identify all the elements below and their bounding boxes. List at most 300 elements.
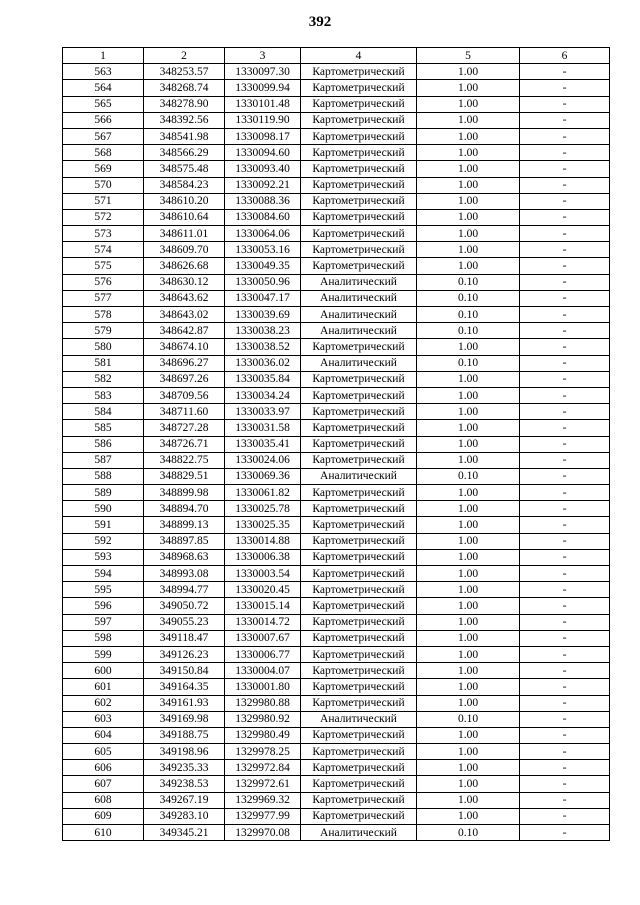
point-number-cell: 595 <box>63 582 144 598</box>
note-cell: - <box>520 727 610 743</box>
method-cell: Картометрический <box>301 566 417 582</box>
x-coordinate-cell: 348899.13 <box>144 517 225 533</box>
table-row <box>63 80 610 96</box>
note-cell: - <box>520 646 610 662</box>
table-row <box>63 339 610 355</box>
table-row <box>63 517 610 533</box>
x-coordinate-cell: 348392.56 <box>144 112 225 128</box>
method-cell: Картометрический <box>301 371 417 387</box>
point-number-cell: 575 <box>63 258 144 274</box>
method-cell: Картометрический <box>301 209 417 225</box>
accuracy-cell: 1.00 <box>417 663 520 679</box>
point-number-cell: 567 <box>63 128 144 144</box>
accuracy-cell: 1.00 <box>417 339 520 355</box>
y-coordinate-cell: 1330034.24 <box>225 387 301 403</box>
accuracy-cell: 1.00 <box>417 96 520 112</box>
x-coordinate-cell: 349188.75 <box>144 727 225 743</box>
x-coordinate-cell: 348609.70 <box>144 242 225 258</box>
method-cell: Картометрический <box>301 420 417 436</box>
note-cell: - <box>520 533 610 549</box>
accuracy-cell: 1.00 <box>417 566 520 582</box>
x-coordinate-cell: 348897.85 <box>144 533 225 549</box>
method-cell: Картометрический <box>301 630 417 646</box>
method-cell: Картометрический <box>301 128 417 144</box>
x-coordinate-cell: 348994.77 <box>144 582 225 598</box>
note-cell: - <box>520 145 610 161</box>
method-cell: Картометрический <box>301 776 417 792</box>
y-coordinate-cell: 1330061.82 <box>225 485 301 501</box>
y-coordinate-cell: 1330092.21 <box>225 177 301 193</box>
point-number-cell: 594 <box>63 566 144 582</box>
note-cell: - <box>520 177 610 193</box>
note-cell: - <box>520 808 610 824</box>
point-number-cell: 572 <box>63 209 144 225</box>
y-coordinate-cell: 1330024.06 <box>225 452 301 468</box>
point-number-cell: 609 <box>63 808 144 824</box>
point-number-cell: 603 <box>63 711 144 727</box>
y-coordinate-cell: 1330035.84 <box>225 371 301 387</box>
x-coordinate-cell: 348630.12 <box>144 274 225 290</box>
point-number-cell: 602 <box>63 695 144 711</box>
y-coordinate-cell: 1330069.36 <box>225 468 301 484</box>
method-cell: Картометрический <box>301 387 417 403</box>
note-cell: - <box>520 64 610 80</box>
note-cell: - <box>520 825 610 841</box>
accuracy-cell: 1.00 <box>417 64 520 80</box>
table-row <box>63 744 610 760</box>
x-coordinate-cell: 349126.23 <box>144 646 225 662</box>
note-cell: - <box>520 161 610 177</box>
note-cell: - <box>520 242 610 258</box>
y-coordinate-cell: 1330001.80 <box>225 679 301 695</box>
table-row <box>63 226 610 242</box>
note-cell: - <box>520 776 610 792</box>
x-coordinate-cell: 349164.35 <box>144 679 225 695</box>
point-number-cell: 577 <box>63 290 144 306</box>
accuracy-cell: 1.00 <box>417 371 520 387</box>
accuracy-cell: 1.00 <box>417 485 520 501</box>
table-row <box>63 614 610 630</box>
table-row <box>63 776 610 792</box>
point-number-cell: 578 <box>63 307 144 323</box>
point-number-cell: 597 <box>63 614 144 630</box>
y-coordinate-cell: 1329980.92 <box>225 711 301 727</box>
accuracy-cell: 0.10 <box>417 323 520 339</box>
table-row <box>63 711 610 727</box>
point-number-cell: 569 <box>63 161 144 177</box>
point-number-cell: 593 <box>63 549 144 565</box>
point-number-cell: 568 <box>63 145 144 161</box>
point-number-cell: 592 <box>63 533 144 549</box>
method-cell: Картометрический <box>301 258 417 274</box>
table-row <box>63 679 610 695</box>
note-cell: - <box>520 404 610 420</box>
note-cell: - <box>520 744 610 760</box>
method-cell: Картометрический <box>301 452 417 468</box>
table-row <box>63 323 610 339</box>
y-coordinate-cell: 1330006.38 <box>225 549 301 565</box>
method-cell: Картометрический <box>301 744 417 760</box>
x-coordinate-cell: 348709.56 <box>144 387 225 403</box>
accuracy-cell: 1.00 <box>417 242 520 258</box>
x-coordinate-cell: 348642.87 <box>144 323 225 339</box>
accuracy-cell: 1.00 <box>417 193 520 209</box>
accuracy-cell: 1.00 <box>417 258 520 274</box>
method-cell: Картометрический <box>301 792 417 808</box>
x-coordinate-cell: 348727.28 <box>144 420 225 436</box>
note-cell: - <box>520 436 610 452</box>
accuracy-cell: 1.00 <box>417 517 520 533</box>
table-row <box>63 646 610 662</box>
accuracy-cell: 1.00 <box>417 744 520 760</box>
table-row <box>63 501 610 517</box>
method-cell: Картометрический <box>301 598 417 614</box>
x-coordinate-cell: 348822.75 <box>144 452 225 468</box>
table-row <box>63 258 610 274</box>
y-coordinate-cell: 1330039.69 <box>225 307 301 323</box>
y-coordinate-cell: 1330088.36 <box>225 193 301 209</box>
table-row <box>63 177 610 193</box>
note-cell: - <box>520 501 610 517</box>
point-number-cell: 599 <box>63 646 144 662</box>
table-row <box>63 533 610 549</box>
table-body <box>63 64 610 841</box>
y-coordinate-cell: 1330003.54 <box>225 566 301 582</box>
x-coordinate-cell: 348575.48 <box>144 161 225 177</box>
y-coordinate-cell: 1329980.88 <box>225 695 301 711</box>
x-coordinate-cell: 349345.21 <box>144 825 225 841</box>
method-cell: Аналитический <box>301 290 417 306</box>
accuracy-cell: 1.00 <box>417 226 520 242</box>
point-number-cell: 596 <box>63 598 144 614</box>
point-number-cell: 563 <box>63 64 144 80</box>
point-number-cell: 565 <box>63 96 144 112</box>
y-coordinate-cell: 1330049.35 <box>225 258 301 274</box>
method-cell: Картометрический <box>301 549 417 565</box>
table-row <box>63 760 610 776</box>
column-header: 3 <box>225 48 301 64</box>
method-cell: Картометрический <box>301 679 417 695</box>
y-coordinate-cell: 1329980.49 <box>225 727 301 743</box>
x-coordinate-cell: 348253.57 <box>144 64 225 80</box>
note-cell: - <box>520 566 610 582</box>
y-coordinate-cell: 1330093.40 <box>225 161 301 177</box>
note-cell: - <box>520 663 610 679</box>
method-cell: Картометрический <box>301 193 417 209</box>
accuracy-cell: 0.10 <box>417 825 520 841</box>
accuracy-cell: 1.00 <box>417 145 520 161</box>
note-cell: - <box>520 371 610 387</box>
note-cell: - <box>520 549 610 565</box>
point-number-cell: 576 <box>63 274 144 290</box>
note-cell: - <box>520 290 610 306</box>
table-header-row <box>63 48 610 64</box>
point-number-cell: 564 <box>63 80 144 96</box>
method-cell: Картометрический <box>301 404 417 420</box>
accuracy-cell: 1.00 <box>417 112 520 128</box>
method-cell: Аналитический <box>301 468 417 484</box>
x-coordinate-cell: 348697.26 <box>144 371 225 387</box>
y-coordinate-cell: 1329969.32 <box>225 792 301 808</box>
y-coordinate-cell: 1329977.99 <box>225 808 301 824</box>
point-number-cell: 582 <box>63 371 144 387</box>
note-cell: - <box>520 274 610 290</box>
note-cell: - <box>520 323 610 339</box>
accuracy-cell: 1.00 <box>417 387 520 403</box>
table-row <box>63 582 610 598</box>
method-cell: Картометрический <box>301 582 417 598</box>
table-row <box>63 161 610 177</box>
x-coordinate-cell: 348566.29 <box>144 145 225 161</box>
method-cell: Аналитический <box>301 711 417 727</box>
x-coordinate-cell: 349150.84 <box>144 663 225 679</box>
column-header: 6 <box>520 48 610 64</box>
method-cell: Картометрический <box>301 161 417 177</box>
point-number-cell: 610 <box>63 825 144 841</box>
table-row <box>63 420 610 436</box>
point-number-cell: 605 <box>63 744 144 760</box>
accuracy-cell: 1.00 <box>417 760 520 776</box>
table-row <box>63 112 610 128</box>
note-cell: - <box>520 226 610 242</box>
note-cell: - <box>520 468 610 484</box>
table-row <box>63 452 610 468</box>
accuracy-cell: 1.00 <box>417 695 520 711</box>
method-cell: Картометрический <box>301 614 417 630</box>
y-coordinate-cell: 1330025.78 <box>225 501 301 517</box>
method-cell: Картометрический <box>301 695 417 711</box>
column-header: 4 <box>301 48 417 64</box>
note-cell: - <box>520 711 610 727</box>
note-cell: - <box>520 112 610 128</box>
accuracy-cell: 1.00 <box>417 792 520 808</box>
method-cell: Картометрический <box>301 646 417 662</box>
column-header: 1 <box>63 48 144 64</box>
point-number-cell: 586 <box>63 436 144 452</box>
accuracy-cell: 0.10 <box>417 468 520 484</box>
x-coordinate-cell: 348643.02 <box>144 307 225 323</box>
point-number-cell: 598 <box>63 630 144 646</box>
method-cell: Аналитический <box>301 274 417 290</box>
point-number-cell: 574 <box>63 242 144 258</box>
method-cell: Картометрический <box>301 517 417 533</box>
point-number-cell: 606 <box>63 760 144 776</box>
note-cell: - <box>520 80 610 96</box>
method-cell: Картометрический <box>301 339 417 355</box>
method-cell: Картометрический <box>301 501 417 517</box>
note-cell: - <box>520 695 610 711</box>
y-coordinate-cell: 1330097.30 <box>225 64 301 80</box>
accuracy-cell: 1.00 <box>417 501 520 517</box>
table-row <box>63 193 610 209</box>
x-coordinate-cell: 348584.23 <box>144 177 225 193</box>
y-coordinate-cell: 1330031.58 <box>225 420 301 436</box>
accuracy-cell: 1.00 <box>417 727 520 743</box>
x-coordinate-cell: 348278.90 <box>144 96 225 112</box>
point-number-cell: 607 <box>63 776 144 792</box>
note-cell: - <box>520 193 610 209</box>
y-coordinate-cell: 1330038.52 <box>225 339 301 355</box>
method-cell: Аналитический <box>301 323 417 339</box>
table-row <box>63 825 610 841</box>
accuracy-cell: 1.00 <box>417 177 520 193</box>
note-cell: - <box>520 792 610 808</box>
method-cell: Картометрический <box>301 112 417 128</box>
note-cell: - <box>520 209 610 225</box>
accuracy-cell: 1.00 <box>417 598 520 614</box>
table-row <box>63 468 610 484</box>
x-coordinate-cell: 348643.62 <box>144 290 225 306</box>
method-cell: Аналитический <box>301 825 417 841</box>
y-coordinate-cell: 1330101.48 <box>225 96 301 112</box>
x-coordinate-cell: 348711.60 <box>144 404 225 420</box>
note-cell: - <box>520 614 610 630</box>
table-row <box>63 307 610 323</box>
table-row <box>63 209 610 225</box>
table-row <box>63 598 610 614</box>
method-cell: Картометрический <box>301 177 417 193</box>
x-coordinate-cell: 348829.51 <box>144 468 225 484</box>
point-number-cell: 601 <box>63 679 144 695</box>
x-coordinate-cell: 349118.47 <box>144 630 225 646</box>
method-cell: Картометрический <box>301 96 417 112</box>
table-row <box>63 436 610 452</box>
table-row <box>63 64 610 80</box>
note-cell: - <box>520 760 610 776</box>
x-coordinate-cell: 349198.96 <box>144 744 225 760</box>
y-coordinate-cell: 1329978.25 <box>225 744 301 760</box>
y-coordinate-cell: 1330033.97 <box>225 404 301 420</box>
note-cell: - <box>520 387 610 403</box>
y-coordinate-cell: 1330119.90 <box>225 112 301 128</box>
method-cell: Картометрический <box>301 242 417 258</box>
y-coordinate-cell: 1330050.96 <box>225 274 301 290</box>
method-cell: Картометрический <box>301 145 417 161</box>
y-coordinate-cell: 1330047.17 <box>225 290 301 306</box>
note-cell: - <box>520 420 610 436</box>
y-coordinate-cell: 1330020.45 <box>225 582 301 598</box>
method-cell: Картометрический <box>301 436 417 452</box>
accuracy-cell: 0.10 <box>417 307 520 323</box>
accuracy-cell: 1.00 <box>417 161 520 177</box>
point-number-cell: 573 <box>63 226 144 242</box>
y-coordinate-cell: 1330099.94 <box>225 80 301 96</box>
accuracy-cell: 1.00 <box>417 436 520 452</box>
note-cell: - <box>520 128 610 144</box>
y-coordinate-cell: 1330014.88 <box>225 533 301 549</box>
accuracy-cell: 0.10 <box>417 711 520 727</box>
table-row <box>63 355 610 371</box>
point-number-cell: 581 <box>63 355 144 371</box>
accuracy-cell: 1.00 <box>417 404 520 420</box>
table-row <box>63 290 610 306</box>
y-coordinate-cell: 1330098.17 <box>225 128 301 144</box>
y-coordinate-cell: 1329972.84 <box>225 760 301 776</box>
point-number-cell: 566 <box>63 112 144 128</box>
point-number-cell: 588 <box>63 468 144 484</box>
note-cell: - <box>520 96 610 112</box>
note-cell: - <box>520 258 610 274</box>
method-cell: Аналитический <box>301 307 417 323</box>
x-coordinate-cell: 349235.33 <box>144 760 225 776</box>
accuracy-cell: 1.00 <box>417 776 520 792</box>
y-coordinate-cell: 1330004.07 <box>225 663 301 679</box>
table-row <box>63 808 610 824</box>
coordinates-table <box>62 47 610 841</box>
method-cell: Картометрический <box>301 808 417 824</box>
accuracy-cell: 1.00 <box>417 533 520 549</box>
accuracy-cell: 0.10 <box>417 290 520 306</box>
y-coordinate-cell: 1330064.06 <box>225 226 301 242</box>
point-number-cell: 571 <box>63 193 144 209</box>
accuracy-cell: 1.00 <box>417 452 520 468</box>
note-cell: - <box>520 355 610 371</box>
table-row <box>63 727 610 743</box>
point-number-cell: 579 <box>63 323 144 339</box>
x-coordinate-cell: 348993.08 <box>144 566 225 582</box>
column-header: 5 <box>417 48 520 64</box>
method-cell: Аналитический <box>301 355 417 371</box>
x-coordinate-cell: 348894.70 <box>144 501 225 517</box>
table-row <box>63 549 610 565</box>
accuracy-cell: 0.10 <box>417 355 520 371</box>
point-number-cell: 585 <box>63 420 144 436</box>
point-number-cell: 608 <box>63 792 144 808</box>
accuracy-cell: 1.00 <box>417 582 520 598</box>
table-row <box>63 145 610 161</box>
table-row <box>63 404 610 420</box>
accuracy-cell: 1.00 <box>417 549 520 565</box>
accuracy-cell: 1.00 <box>417 808 520 824</box>
method-cell: Картометрический <box>301 727 417 743</box>
table-row <box>63 663 610 679</box>
y-coordinate-cell: 1330015.14 <box>225 598 301 614</box>
y-coordinate-cell: 1330084.60 <box>225 209 301 225</box>
table-row <box>63 630 610 646</box>
x-coordinate-cell: 348968.63 <box>144 549 225 565</box>
note-cell: - <box>520 582 610 598</box>
x-coordinate-cell: 349050.72 <box>144 598 225 614</box>
point-number-cell: 584 <box>63 404 144 420</box>
accuracy-cell: 1.00 <box>417 646 520 662</box>
x-coordinate-cell: 348726.71 <box>144 436 225 452</box>
method-cell: Картометрический <box>301 226 417 242</box>
x-coordinate-cell: 348674.10 <box>144 339 225 355</box>
y-coordinate-cell: 1330094.60 <box>225 145 301 161</box>
y-coordinate-cell: 1330006.77 <box>225 646 301 662</box>
accuracy-cell: 0.10 <box>417 274 520 290</box>
table-row <box>63 485 610 501</box>
table-row <box>63 387 610 403</box>
table-row <box>63 792 610 808</box>
point-number-cell: 591 <box>63 517 144 533</box>
table-row <box>63 566 610 582</box>
x-coordinate-cell: 349283.10 <box>144 808 225 824</box>
method-cell: Картометрический <box>301 485 417 501</box>
accuracy-cell: 1.00 <box>417 209 520 225</box>
x-coordinate-cell: 349267.19 <box>144 792 225 808</box>
x-coordinate-cell: 348610.20 <box>144 193 225 209</box>
note-cell: - <box>520 679 610 695</box>
y-coordinate-cell: 1330036.02 <box>225 355 301 371</box>
y-coordinate-cell: 1330025.35 <box>225 517 301 533</box>
point-number-cell: 589 <box>63 485 144 501</box>
x-coordinate-cell: 348610.64 <box>144 209 225 225</box>
note-cell: - <box>520 307 610 323</box>
table-row <box>63 274 610 290</box>
x-coordinate-cell: 348696.27 <box>144 355 225 371</box>
method-cell: Картометрический <box>301 80 417 96</box>
